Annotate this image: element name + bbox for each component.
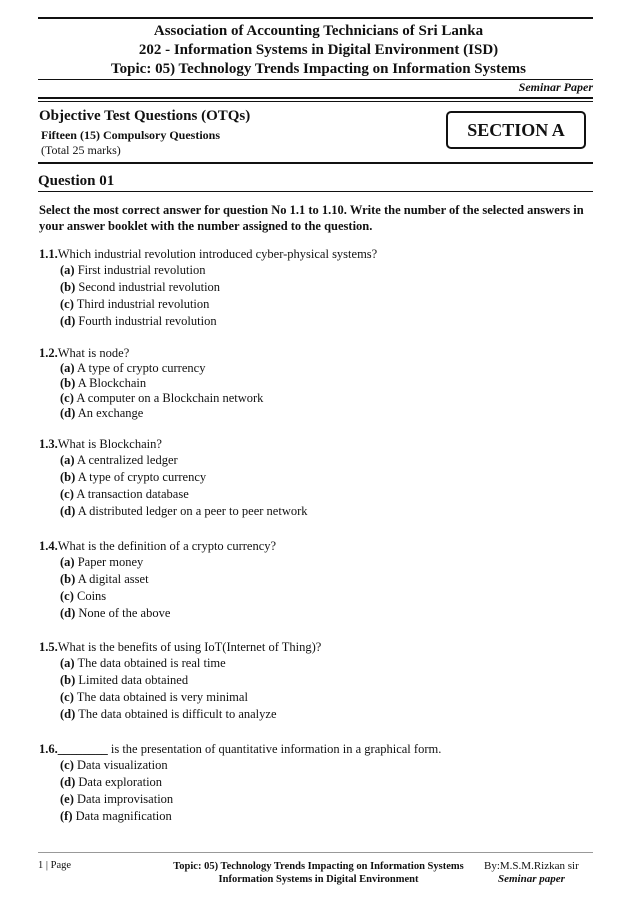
option-b [39, 672, 321, 689]
option-letter: (c) [60, 297, 74, 311]
top-border-line [38, 17, 593, 19]
option-d [39, 406, 263, 421]
option-b [39, 469, 308, 486]
question-number: 1.1. [39, 247, 58, 261]
question-number: 1.6.________ [39, 742, 108, 756]
header-institution: Association of Accounting Technicians of Sri Lanka [153, 23, 484, 39]
option-c [39, 588, 276, 605]
option-text: A type of crypto currency [77, 470, 207, 484]
header-topic: Topic: 05) Technology Trends Impacting on Information Systems [111, 61, 526, 77]
option-text: Data improvisation [77, 792, 174, 806]
option-letter: (e) [60, 792, 74, 806]
otq-divider [38, 162, 593, 164]
option-text: Third industrial revolution [76, 297, 210, 311]
option-text: Fourth industrial revolution [78, 314, 217, 328]
option-a [39, 554, 276, 571]
question-heading-underline [38, 191, 593, 192]
page-number: 1 [38, 860, 44, 871]
option-text: Limited data obtained [78, 673, 189, 687]
option-text: The data obtained is difficult to analyze [78, 707, 277, 721]
option-letter: (a) [60, 555, 75, 569]
option-text: Data visualization [77, 758, 168, 772]
question-number: 1.5. [39, 640, 58, 654]
option-c [39, 391, 263, 406]
option-letter: (c) [60, 758, 74, 772]
question-1-2 [39, 345, 263, 421]
option-c [39, 486, 308, 503]
otq-marks: (Total 25 marks) [41, 143, 121, 157]
option-text: A computer on a Blockchain network [76, 391, 264, 405]
seminar-paper-label: Seminar Paper [518, 80, 593, 94]
option-letter: (d) [60, 606, 76, 620]
option-b [39, 279, 377, 296]
question-1-3 [39, 436, 308, 520]
question-1-4 [39, 538, 276, 622]
option-letter: (d) [60, 707, 76, 721]
option-c [39, 689, 321, 706]
option-text: Data exploration [78, 775, 163, 789]
footer-author: By:M.S.M.Rizkan sir [484, 860, 579, 872]
question-number: 1.2. [39, 346, 58, 360]
option-letter: (b) [60, 470, 76, 484]
option-text: Paper money [77, 555, 144, 569]
option-text: Data magnification [75, 809, 172, 823]
option-text: Coins [77, 589, 107, 603]
option-letter: (f) [60, 809, 73, 823]
option-letter: (c) [60, 391, 74, 405]
option-b [39, 376, 263, 391]
option-text: A type of crypto currency [77, 361, 206, 375]
option-letter: (a) [60, 656, 75, 670]
header-bottom-line-2 [38, 101, 593, 102]
option-a [39, 655, 321, 672]
question-stem [39, 436, 308, 452]
option-letter: (d) [60, 406, 76, 420]
option-text: The data obtained is very minimal [76, 690, 248, 704]
footer-subject: Information Systems in Digital Environment [218, 874, 419, 885]
option-a [39, 262, 377, 279]
option-d [39, 774, 441, 791]
option-d [39, 706, 321, 723]
question-stem [39, 538, 276, 554]
option-text: A distributed ledger on a peer to peer network [77, 504, 308, 518]
option-text: A digital asset [77, 572, 149, 586]
option-letter: (d) [60, 775, 76, 789]
instructions: Select the most correct answer for question No 1.1 to 1.10. Write the number of the selected answers in your answer booklet with the number assigned to the question. [39, 203, 584, 233]
option-text: An exchange [77, 406, 144, 420]
option-letter: (b) [60, 572, 76, 586]
question-stem [39, 639, 321, 655]
question-1-1 [39, 246, 377, 330]
otq-title: Objective Test Questions (OTQs) [39, 108, 251, 124]
option-text: The data obtained is real time [77, 656, 226, 670]
option-c [39, 296, 377, 313]
option-text: A Blockchain [77, 376, 147, 390]
question-heading: Question 01 [38, 173, 115, 189]
question-stem [39, 345, 263, 361]
section-label-box [446, 111, 586, 149]
otq-subtitle: Fifteen (15) Compulsory Questions [41, 128, 220, 142]
footer-topic: Topic: 05) Technology Trends Impacting on Information Systems [173, 861, 464, 872]
option-letter: (b) [60, 673, 76, 687]
option-text: A transaction database [76, 487, 189, 501]
option-e [39, 791, 441, 808]
option-a [39, 361, 263, 376]
question-text: What is the benefits of using IoT(Internet of Thing)? [57, 640, 322, 654]
question-number: 1.4. [39, 539, 58, 553]
option-f [39, 808, 441, 825]
section-label: SECTION A [467, 119, 565, 140]
option-a [39, 452, 308, 469]
question-number: 1.3. [39, 437, 58, 451]
question-text: What is Blockchain? [57, 437, 162, 451]
footer-seminar: Seminar paper [498, 873, 565, 885]
option-d [39, 503, 308, 520]
option-letter: (c) [60, 589, 74, 603]
option-b [39, 571, 276, 588]
option-letter: (c) [60, 690, 74, 704]
question-text: is the presentation of quantitative information in a graphical form. [107, 742, 442, 756]
question-text: What is the definition of a crypto currency? [57, 539, 277, 553]
question-stem [39, 741, 441, 757]
question-1-5 [39, 639, 321, 723]
option-text: First industrial revolution [77, 263, 206, 277]
option-letter: (d) [60, 504, 76, 518]
option-letter: (b) [60, 280, 76, 294]
header-subject: 202 - Information Systems in Digital Environment (ISD) [138, 42, 499, 58]
option-letter: (d) [60, 314, 76, 328]
option-c [39, 757, 441, 774]
option-text: A centralized ledger [77, 453, 178, 467]
option-letter: (a) [60, 361, 75, 375]
question-text: What is node? [57, 346, 130, 360]
question-stem [39, 246, 377, 262]
option-d [39, 313, 377, 330]
footer-divider [38, 852, 593, 853]
option-letter: (c) [60, 487, 74, 501]
option-letter: (b) [60, 376, 76, 390]
question-text: Which industrial revolution introduced cyber-physical systems? [57, 247, 378, 261]
option-text: Second industrial revolution [78, 280, 221, 294]
option-text: None of the above [78, 606, 171, 620]
option-letter: (a) [60, 453, 75, 467]
option-letter: (a) [60, 263, 75, 277]
header-bottom-line [38, 97, 593, 99]
header-divider [38, 79, 593, 80]
page-label: | Page [45, 860, 72, 871]
question-1-6 [39, 741, 441, 825]
option-d [39, 605, 276, 622]
